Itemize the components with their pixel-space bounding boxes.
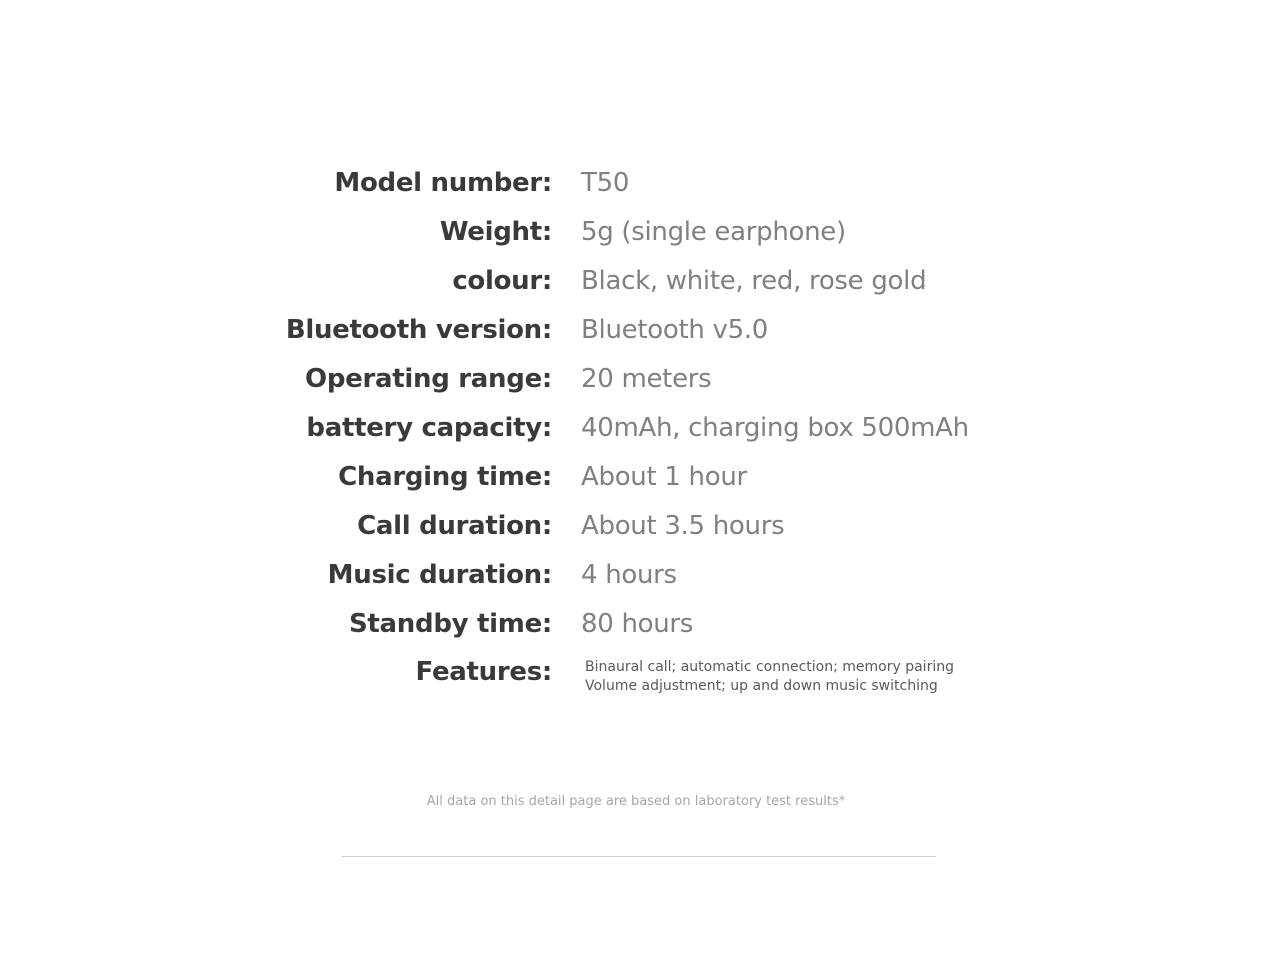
spec-value: About 3.5 hours	[581, 511, 785, 541]
spec-value: 80 hours	[581, 609, 694, 639]
spec-label: Features:	[415, 657, 552, 687]
spec-row-music-duration	[0, 555, 1280, 595]
spec-value: Black, white, red, rose gold	[581, 266, 927, 296]
spec-row-weight	[0, 212, 1280, 252]
spec-label: Call duration:	[357, 511, 552, 541]
spec-row-bluetooth-version	[0, 310, 1280, 350]
spec-row-features	[0, 652, 1280, 692]
spec-value: 20 meters	[581, 364, 712, 394]
spec-label: Weight:	[439, 217, 552, 247]
spec-label: Charging time:	[338, 462, 552, 492]
spec-value: T50	[581, 168, 630, 198]
spec-value: About 1 hour	[581, 462, 747, 492]
spec-label: battery capacity:	[306, 413, 552, 443]
spec-label: Music duration:	[327, 560, 552, 590]
spec-label: Standby time:	[349, 609, 552, 639]
spec-row-battery-capacity	[0, 408, 1280, 448]
features-line: Binaural call; automatic connection; memory pairing	[585, 659, 954, 675]
divider	[342, 856, 936, 857]
spec-value: 4 hours	[581, 560, 677, 590]
spec-row-colour	[0, 261, 1280, 301]
spec-value: 5g (single earphone)	[581, 217, 846, 247]
spec-row-charging-time	[0, 457, 1280, 497]
spec-value: 40mAh, charging box 500mAh	[581, 413, 969, 443]
features-list	[585, 658, 954, 696]
footnote: All data on this detail page are based on laboratory test results*	[426, 794, 846, 809]
spec-label: Bluetooth version:	[285, 315, 552, 345]
features-line: Volume adjustment; up and down music switching	[585, 678, 938, 694]
spec-label: colour:	[452, 266, 552, 296]
spec-row-model-number	[0, 163, 1280, 203]
spec-row-call-duration	[0, 506, 1280, 546]
spec-row-operating-range	[0, 359, 1280, 399]
spec-row-standby-time	[0, 604, 1280, 644]
spec-label: Operating range:	[305, 364, 552, 394]
spec-label: Model number:	[334, 168, 552, 198]
spec-value: Bluetooth v5.0	[581, 315, 769, 345]
